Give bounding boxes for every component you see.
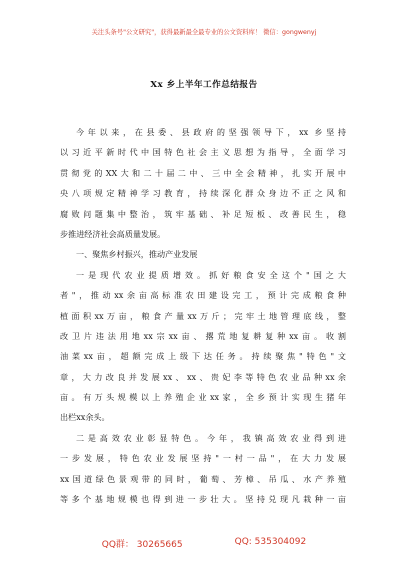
- footer-contact: [0, 537, 408, 550]
- body-line: 章，大力改良并发展xx、xx、贵妃李等特色农业品种xx余: [60, 371, 346, 382]
- body-line: 亩。有万头规模以上养殖企业xx家，全乡预计实现生猪年: [60, 392, 346, 403]
- body-line: 以习近平新时代中国特色社会主义思想为指导，全面学习: [60, 147, 346, 158]
- body-line: 今年以来，在县委、县政府的坚强领导下，xx 乡坚持: [76, 127, 346, 137]
- footer-qq-group: QQ群： 30265665: [101, 540, 183, 550]
- body-line: 出栏xx余头。: [60, 412, 110, 423]
- body-line: 植面积xx万亩，粮食产量xx万斤；完牢土地管理底线，整: [60, 310, 346, 321]
- section-heading: 一、聚焦乡村振兴，推动产业发展: [76, 249, 198, 260]
- body-line: 者"，推动xx余亩高标准农田建设完工，预计完成粮食种: [60, 290, 346, 301]
- body-line: 腐败问题集中整治，筑牢基础、补足短板、改善民生，稳: [60, 208, 346, 219]
- body-line: 步推进经济社会高质量发展。: [60, 228, 166, 239]
- body-line: 等多个基地规模也得到进一步壮大。坚持兑现凡栽种一亩: [60, 494, 346, 505]
- body-line: 贯彻党的XX大和二十届二中、三中全会精神，扎实开展中: [60, 167, 346, 178]
- footer-qq: QQ: 535304092: [234, 537, 307, 547]
- document-title: Xx 乡上半年工作总结报告: [150, 80, 258, 90]
- body-line: 一步发展，特色农业发展坚持"一村一品"，在大力发展: [60, 453, 346, 464]
- header-banner: 关注头条号"公文研究"，获得最新最全最专业的公文资料库！ 微信：gongwenyj: [91, 29, 317, 36]
- body-line: xx国道绿色景观带的同时，葡萄、芳樟、吊瓜、水产养殖: [60, 473, 346, 484]
- body-line: 油菜xx亩，超额完成上级下达任务。持续聚焦"特色"文: [60, 351, 346, 362]
- body-line: 一是现代农业提质增效。抓好粮食安全这个"国之大: [76, 269, 346, 280]
- body-line: 二是高效农业彰显特色。今年，我镇高效农业得到进: [76, 432, 346, 443]
- document-body: [60, 122, 346, 509]
- body-line: 改卫片违法用地xx宗xx亩、撂荒地复耕复种xx亩。收割: [60, 330, 346, 341]
- body-line: 央八项规定精神学习教育，持续深化群众身边不正之风和: [60, 188, 346, 199]
